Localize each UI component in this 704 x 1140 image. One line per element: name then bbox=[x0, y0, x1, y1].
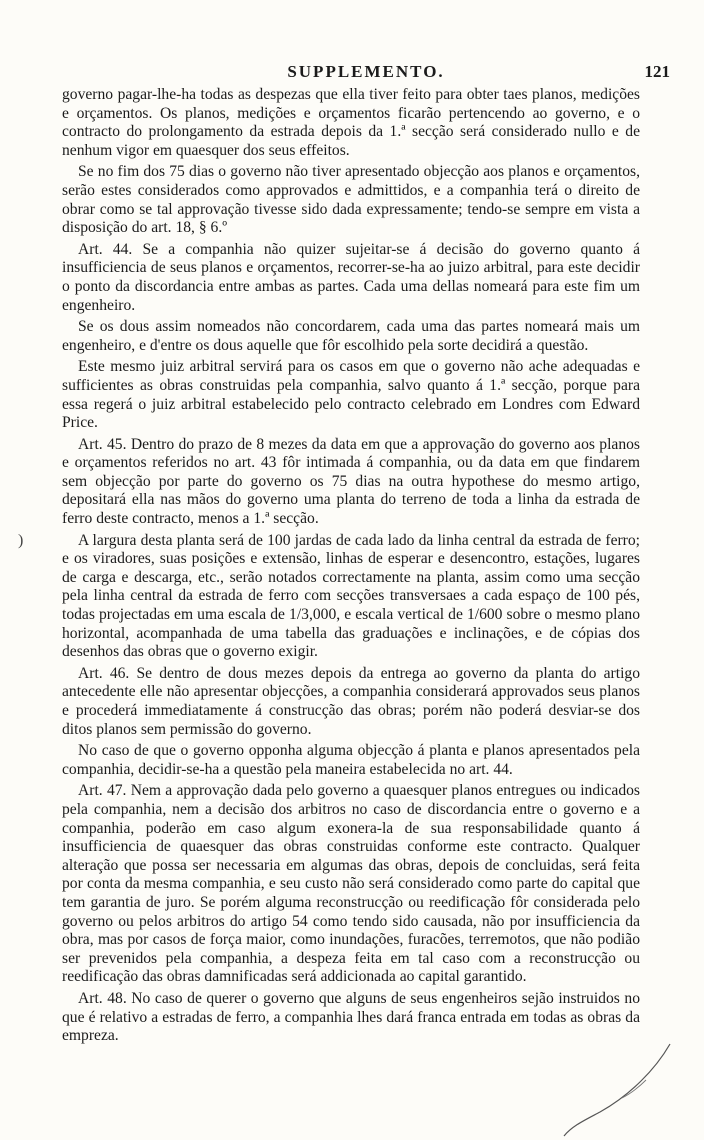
header-title: SUPPLEMENTO. bbox=[287, 62, 445, 81]
running-header bbox=[62, 62, 670, 86]
paragraph-art-46: Art. 46. Se dentro de dous mezes depois da entrega ao governo da planta do artigo antecedente elle não apresentar objecções, a companhia considerará approvados seus planos e procederá immediatamente á construcção das obras; porém não poderá desviar-se dos ditos planos sem permissão do governo. bbox=[62, 664, 640, 738]
paragraph: A largura desta planta será de 100 jardas de cada lado da linha central da estrada de ferro; e os viradores, suas posições e extensão, linhas de esperar e desencontro, estações, lugares de carga e descarga, etc., serão notados correctamente na planta, assim como uma secção pela linha central da estrada de ferro com secções transversaes a cada espaço de 100 pés, todas projectadas em uma escala de 1/3,000, e escala vertical de 1/600 sobre o mesmo plano horizontal, acompanhada de uma tabella das graduações e inclinações, e de cópias dos desenhos das obras que o governo exigir. bbox=[62, 531, 640, 661]
pencil-mark-icon bbox=[560, 1040, 680, 1140]
paragraph-art-44: Art. 44. Se a companhia não quizer sujeitar-se á decisão do governo quanto á insufficiencia de seus planos e orçamentos, recorrer-se-ha ao juizo arbitral, para este decidir o ponto da discordancia entre ambas as partes. Cada uma dellas nomeará para este fim um engenheiro. bbox=[62, 240, 640, 314]
paragraph-art-47: Art. 47. Nem a approvação dada pelo governo a quaesquer planos entregues ou indicados pela companhia, nem a decisão dos arbitros no caso de discordancia entre o governo e a companhia, poderão em caso algum exonera-la de sua responsabilidade quanto á insufficiencia de quaesquer das obras construidas conforme este contracto. Qualquer alteração que possa ser necessaria em algumas das obras, depois de concluidas, será feita por conta da mesma companhia, e seu custo não será considerado como parte do capital que tem garantia de juro. Se porém alguma reconstrucção ou reedificação fôr considerada pelo governo ou pelos arbitros do artigo 54 como tendo sido causada, não por insufficiencia da obra, mas por casos de força maior, como inundações, furacões, terremotos, que não podião ser prevenidos pela companhia, a despeza feita em tal caso com a reconstrucção ou reedificação das obras damnificadas será addicionada ao capital garantido. bbox=[62, 782, 640, 986]
paragraph-art-45: Art. 45. Dentro do prazo de 8 mezes da data em que a approvação do governo aos planos e orçamentos referidos no art. 43 fôr intimada á companhia, ou da data em que findarem sem objecção por parte do governo os 75 dias na outra hypothese do mesmo artigo, depositará ella nas mãos do governo uma planta do terreno de toda a linha da estrada de ferro deste contracto, menos a 1.ª secção. bbox=[62, 435, 640, 528]
body-text bbox=[62, 86, 640, 1049]
paragraph: No caso de que o governo opponha alguma objecção á planta e planos apresentados pela companhia, decidir-se-ha a questão pela maneira estabelecida no art. 44. bbox=[62, 742, 640, 778]
paragraph: Este mesmo juiz arbitral servirá para os casos em que o governo não ache adequadas e sufficientes as obras construidas pela companhia, salvo quanto á 1.ª secção, porque para essa regerá o juiz arbitral estabelecido pelo contracto celebrado em Londres com Edward Price. bbox=[62, 358, 640, 432]
paragraph-art-48: Art. 48. No caso de querer o governo que alguns de seus engenheiros sejão instruidos no que é relativo a estradas de ferro, a companhia lhes dará franca entrada em todas as obras da empreza. bbox=[62, 989, 640, 1045]
paragraph: Se no fim dos 75 dias o governo não tiver apresentado objecção aos planos e orçamentos, serão estes considerados como approvados e admittidos, e a companhia terá o direito de obrar como se tal approvação tivesse sido dada expressamente; tendo-se sempre em vista a disposição do art. 18, § 6.º bbox=[62, 163, 640, 237]
page-number: 121 bbox=[644, 62, 670, 81]
margin-mark: ) bbox=[18, 532, 24, 549]
paragraph: Se os dous assim nomeados não concordarem, cada uma das partes nomeará mais um engenheiro, e d'entre os dous aquelle que fôr escolhido pela sorte decidirá a questão. bbox=[62, 318, 640, 354]
paragraph: governo pagar-lhe-ha todas as despezas que ella tiver feito para obter taes planos, medições e orçamentos. Os planos, medições e orçamentos ficarão pertencendo ao governo, e o contracto do prolongamento da estrada depois da 1.ª secção será considerado nullo e de nenhum vigor em quaesquer dos seus effeitos. bbox=[62, 86, 640, 159]
